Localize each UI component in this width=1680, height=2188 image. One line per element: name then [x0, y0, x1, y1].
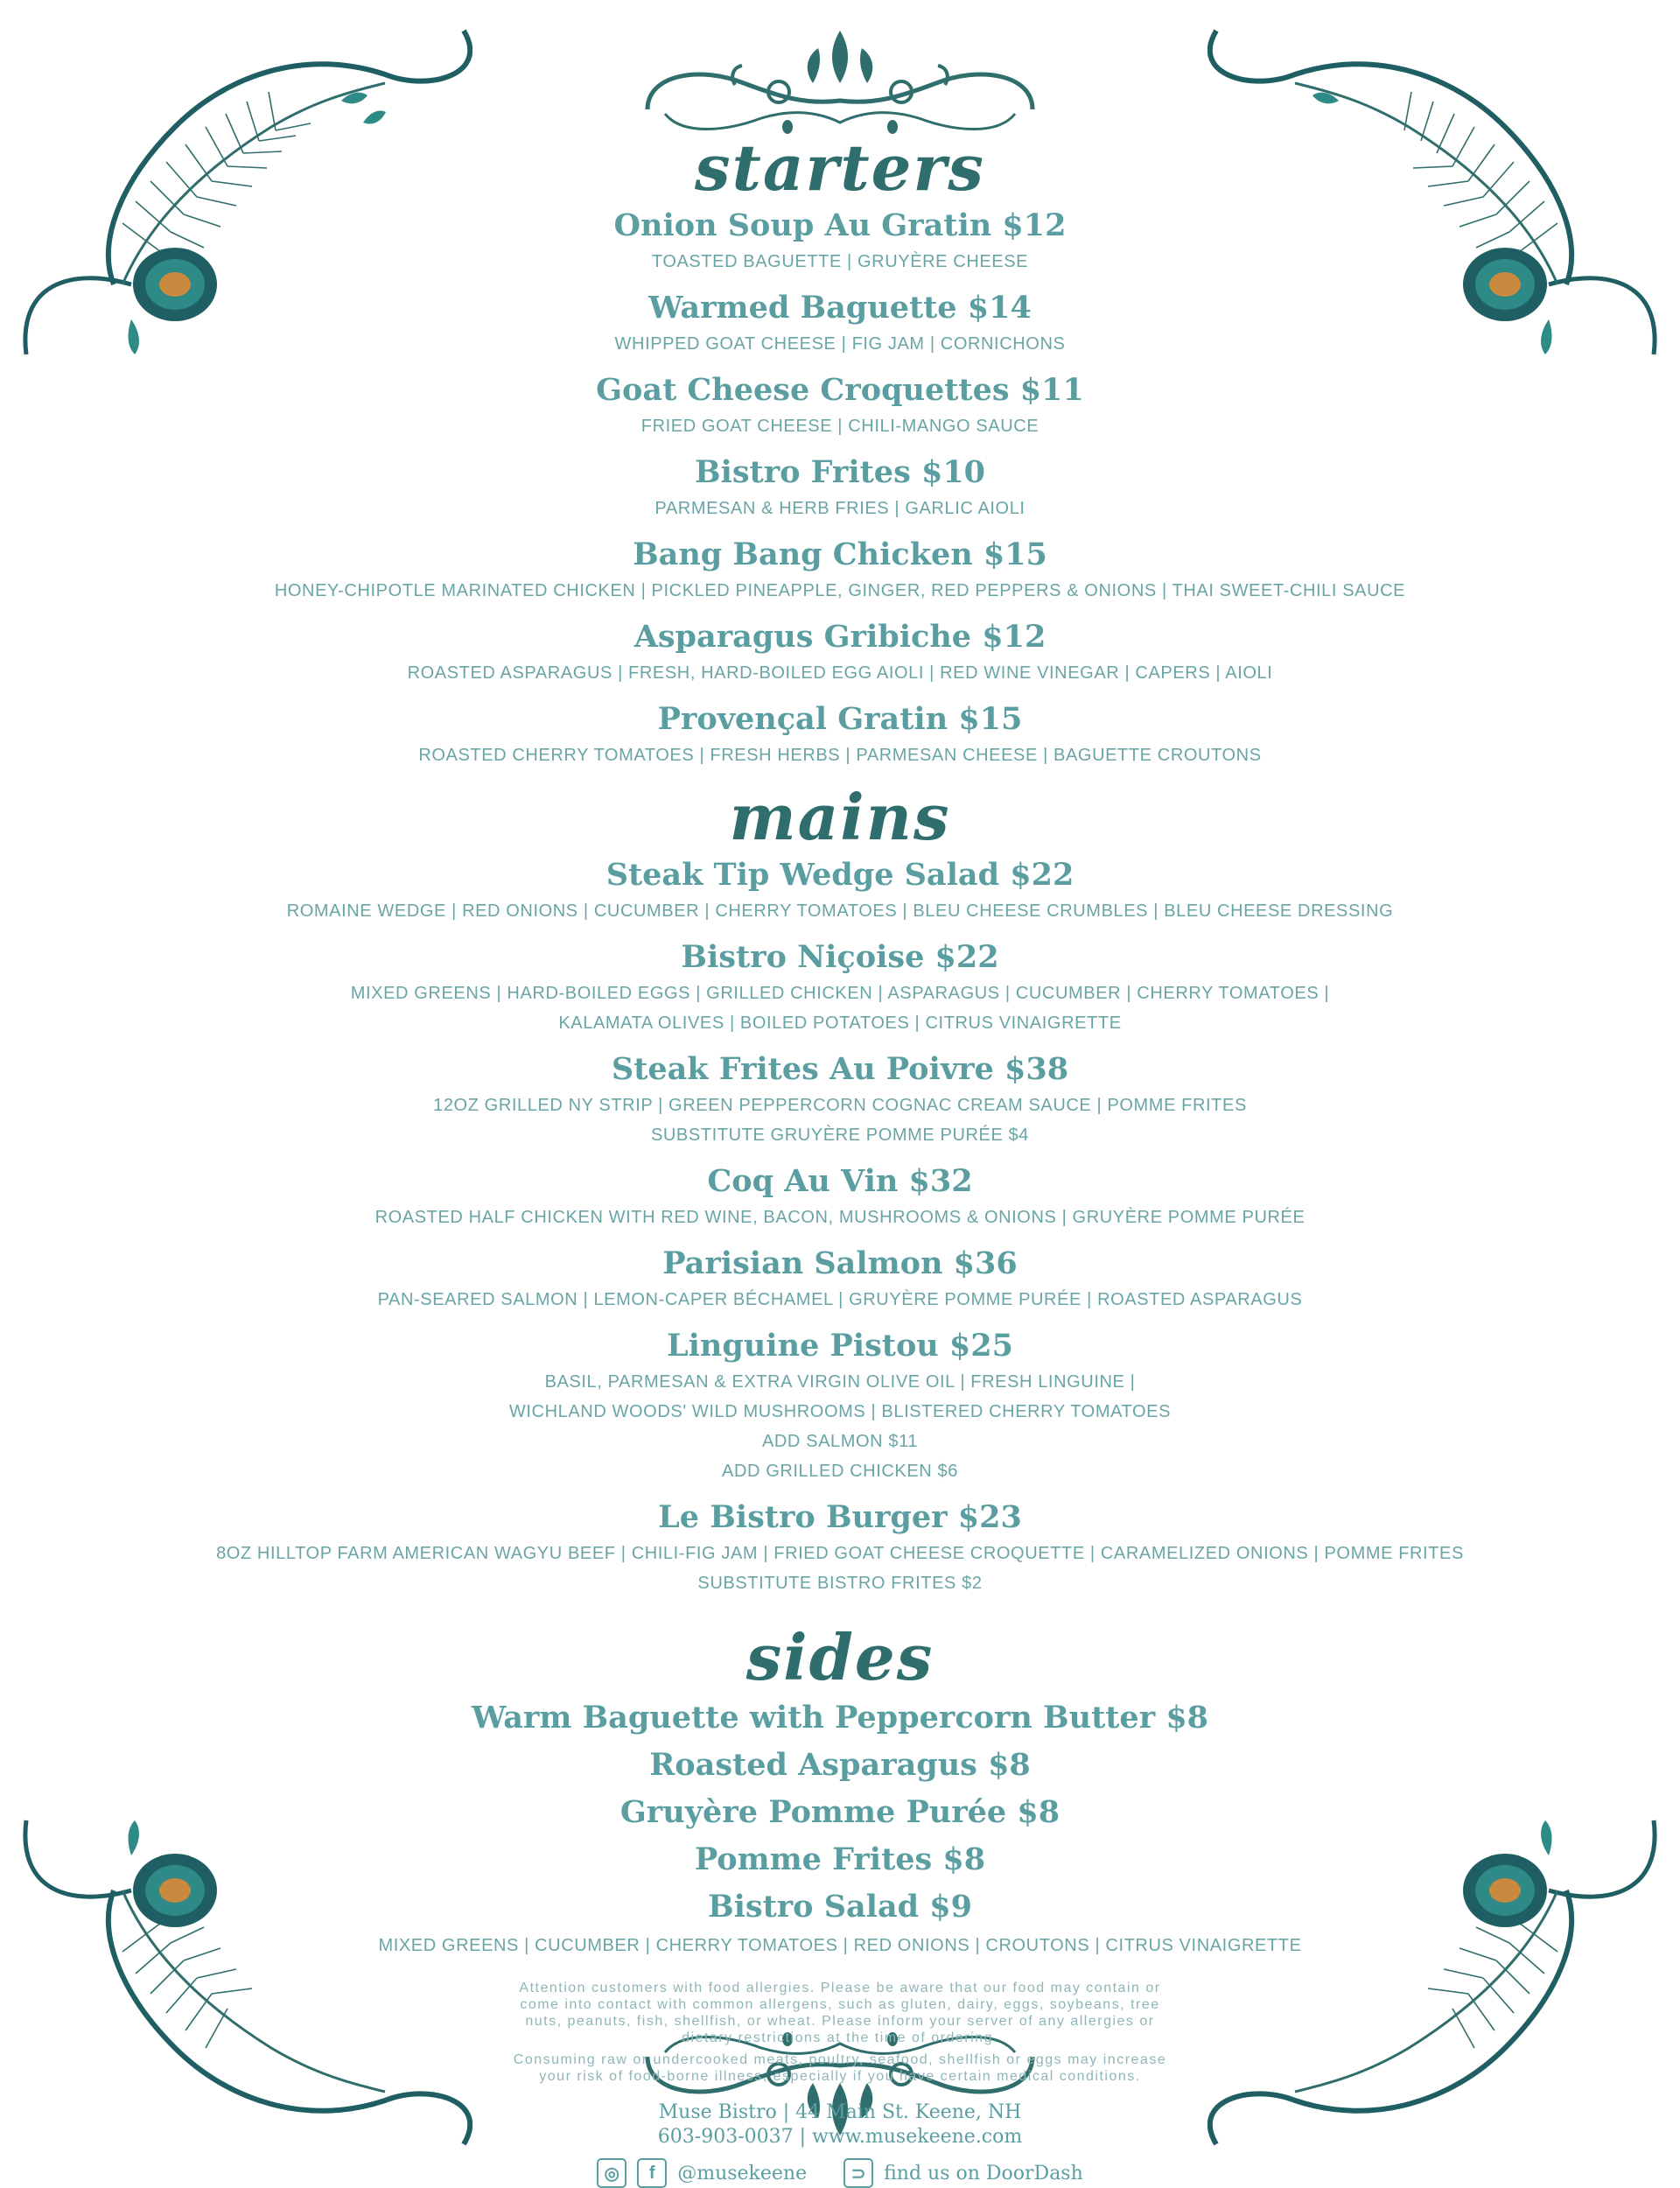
menu-item	[175, 698, 1505, 781]
menu-content	[175, 131, 1505, 2188]
sides-list	[175, 1694, 1505, 1960]
section-title-starters: starters	[695, 130, 985, 205]
menu-item	[175, 1161, 1505, 1243]
section-title-sides: sides	[746, 1620, 934, 1694]
facebook-icon[interactable]: f	[637, 2158, 667, 2188]
doordash-link[interactable]: find us on DoorDash	[884, 2162, 1083, 2184]
menu-item	[175, 616, 1505, 698]
menu-item-name: Provençal Gratin $15	[657, 701, 1023, 737]
menu-item	[175, 1048, 1505, 1161]
doordash-icon[interactable]: ⊃	[844, 2158, 873, 2188]
menu-item-name: Le Bistro Burger $23	[658, 1499, 1022, 1535]
menu-item	[175, 1789, 1505, 1836]
instagram-icon[interactable]: ◎	[597, 2158, 626, 2188]
menu-item	[175, 1694, 1505, 1742]
menu-item	[175, 1742, 1505, 1789]
menu-item-name: Bistro Frites $10	[694, 454, 986, 490]
menu-item-name: Warmed Baguette $14	[648, 290, 1032, 326]
menu-item-name: Steak Tip Wedge Salad $22	[606, 857, 1074, 893]
menu-item-description: ROASTED CHERRY TOMATOES | FRESH HERBS | PARMESAN CHEESE | BAGUETTE CROUTONS	[418, 746, 1262, 765]
menu-item-name: Parisian Salmon $36	[662, 1245, 1018, 1281]
menu-item-description: 8OZ HILLTOP FARM AMERICAN WAGYU BEEF | CHILI-FIG JAM | FRIED GOAT CHEESE CROQUETTE | CARAMELIZED ONIONS | POMME FRITES	[216, 1544, 1464, 1563]
menu-item-description: KALAMATA OLIVES | BOILED POTATOES | CITRUS VINAIGRETTE	[558, 1013, 1122, 1033]
allergy-text: Attention customers with food allergies. Please be aware that our food may contain or come into contact with common allergens, such as gluten, dairy, eggs, soybeans, tree nuts, peanuts, fish, shellfish, or wheat. Please inform your server of any allergies or dietary restrictions at the time of ordering.	[519, 1981, 1161, 2045]
menu-item-description: ROASTED ASPARAGUS | FRESH, HARD-BOILED EGG AIOLI | RED WINE VINEGAR | CAPERS | AIOLI	[407, 663, 1273, 683]
menu-item	[175, 205, 1505, 287]
menu-item-description: ADD SALMON $11	[761, 1432, 919, 1451]
menu-item-description: 12OZ GRILLED NY STRIP | GREEN PEPPERCORN COGNAC CREAM SAUCE | POMME FRITES	[433, 1096, 1247, 1115]
menu-item-description: MIXED GREENS | CUCUMBER | CHERRY TOMATOES | RED ONIONS | CROUTONS | CITRUS VINAIGRETTE	[378, 1936, 1302, 1955]
menu-item	[175, 1883, 1505, 1960]
menu-item-name: Linguine Pistou $25	[667, 1328, 1013, 1364]
menu-item-name: Bang Bang Chicken $15	[633, 536, 1047, 572]
starters-list	[175, 205, 1505, 781]
menu-item-description: ROMAINE WEDGE | RED ONIONS | CUCUMBER | CHERRY TOMATOES | BLEU CHEESE CRUMBLES | BLEU CHEESE DRESSING	[286, 901, 1394, 921]
menu-item	[175, 1497, 1505, 1609]
menu-item-name: Pomme Frites $8	[694, 1841, 986, 1877]
menu-item-name: Gruyère Pomme Purée $8	[620, 1794, 1060, 1830]
menu-item-name: Roasted Asparagus $8	[649, 1747, 1031, 1783]
menu-item	[175, 369, 1505, 452]
address-line: Muse Bistro | 44 Main St. Keene, NH	[658, 2101, 1022, 2123]
menu-item	[175, 936, 1505, 1048]
menu-item-name: Onion Soup Au Gratin $12	[613, 207, 1067, 243]
menu-item	[175, 452, 1505, 534]
menu-item	[175, 287, 1505, 369]
social-handle[interactable]: @musekeene	[677, 2162, 808, 2184]
menu-item-name: Asparagus Gribiche $12	[634, 619, 1046, 655]
ornamental-flourish-icon	[630, 22, 1050, 144]
menu-item-name: Goat Cheese Croquettes $11	[596, 372, 1084, 408]
mains-list	[175, 854, 1505, 1609]
menu-item	[175, 534, 1505, 616]
menu-item-name: Coq Au Vin $32	[707, 1163, 973, 1199]
social-links	[175, 2158, 1505, 2188]
menu-item-description: ADD GRILLED CHICKEN $6	[722, 1462, 958, 1481]
menu-item-description: MIXED GREENS | HARD-BOILED EGGS | GRILLED CHICKEN | ASPARAGUS | CUCUMBER | CHERRY TOMATOES |	[350, 984, 1330, 1003]
section-title-mains: mains	[729, 780, 951, 854]
menu-item-description: PARMESAN & HERB FRIES | GARLIC AIOLI	[654, 499, 1026, 518]
menu-item-description: HONEY-CHIPOTLE MARINATED CHICKEN | PICKLED PINEAPPLE, GINGER, RED PEPPERS & ONIONS | THAI SWEET-CHILI SAUCE	[274, 581, 1406, 600]
menu-item-description: WICHLAND WOODS' WILD MUSHROOMS | BLISTERED CHERRY TOMATOES	[508, 1402, 1172, 1421]
menu-item	[175, 1243, 1505, 1325]
menu-item-name: Bistro Niçoise $22	[681, 939, 999, 975]
menu-item-description: FRIED GOAT CHEESE | CHILI-MANGO SAUCE	[640, 417, 1040, 436]
menu-item-name: Warm Baguette with Peppercorn Butter $8	[471, 1700, 1209, 1736]
menu-item-description: PAN-SEARED SALMON | LEMON-CAPER BÉCHAMEL | GRUYÈRE POMME PURÉE | ROASTED ASPARAGUS	[377, 1290, 1303, 1309]
menu-item-description: SUBSTITUTE GRUYÈRE POMME PURÉE $4	[650, 1126, 1030, 1145]
allergy-notice	[508, 1980, 1172, 2085]
menu-item-description: SUBSTITUTE BISTRO FRITES $2	[697, 1574, 983, 1593]
contact-info	[175, 2100, 1505, 2149]
raw-food-warning: Consuming raw or undercooked meats, poultry, seafood, shellfish or eggs may increase your risk of food-borne illness, especially if you have certain medical conditions.	[513, 2052, 1167, 2084]
menu-item-name: Bistro Salad $9	[707, 1889, 972, 1925]
menu-item-description: BASIL, PARMESAN & EXTRA VIRGIN OLIVE OIL | FRESH LINGUINE |	[544, 1372, 1136, 1392]
phone-web-line[interactable]: 603-903-0037 | www.musekeene.com	[657, 2126, 1023, 2148]
menu-item	[175, 854, 1505, 936]
menu-item	[175, 1325, 1505, 1497]
menu-item	[175, 1836, 1505, 1883]
menu-item-description: ROASTED HALF CHICKEN WITH RED WINE, BACON, MUSHROOMS & ONIONS | GRUYÈRE POMME PURÉE	[374, 1208, 1306, 1227]
menu-item-description: TOASTED BAGUETTE | GRUYÈRE CHEESE	[651, 252, 1029, 271]
menu-item-description: WHIPPED GOAT CHEESE | FIG JAM | CORNICHONS	[614, 334, 1066, 354]
menu-item-name: Steak Frites Au Poivre $38	[611, 1051, 1069, 1087]
